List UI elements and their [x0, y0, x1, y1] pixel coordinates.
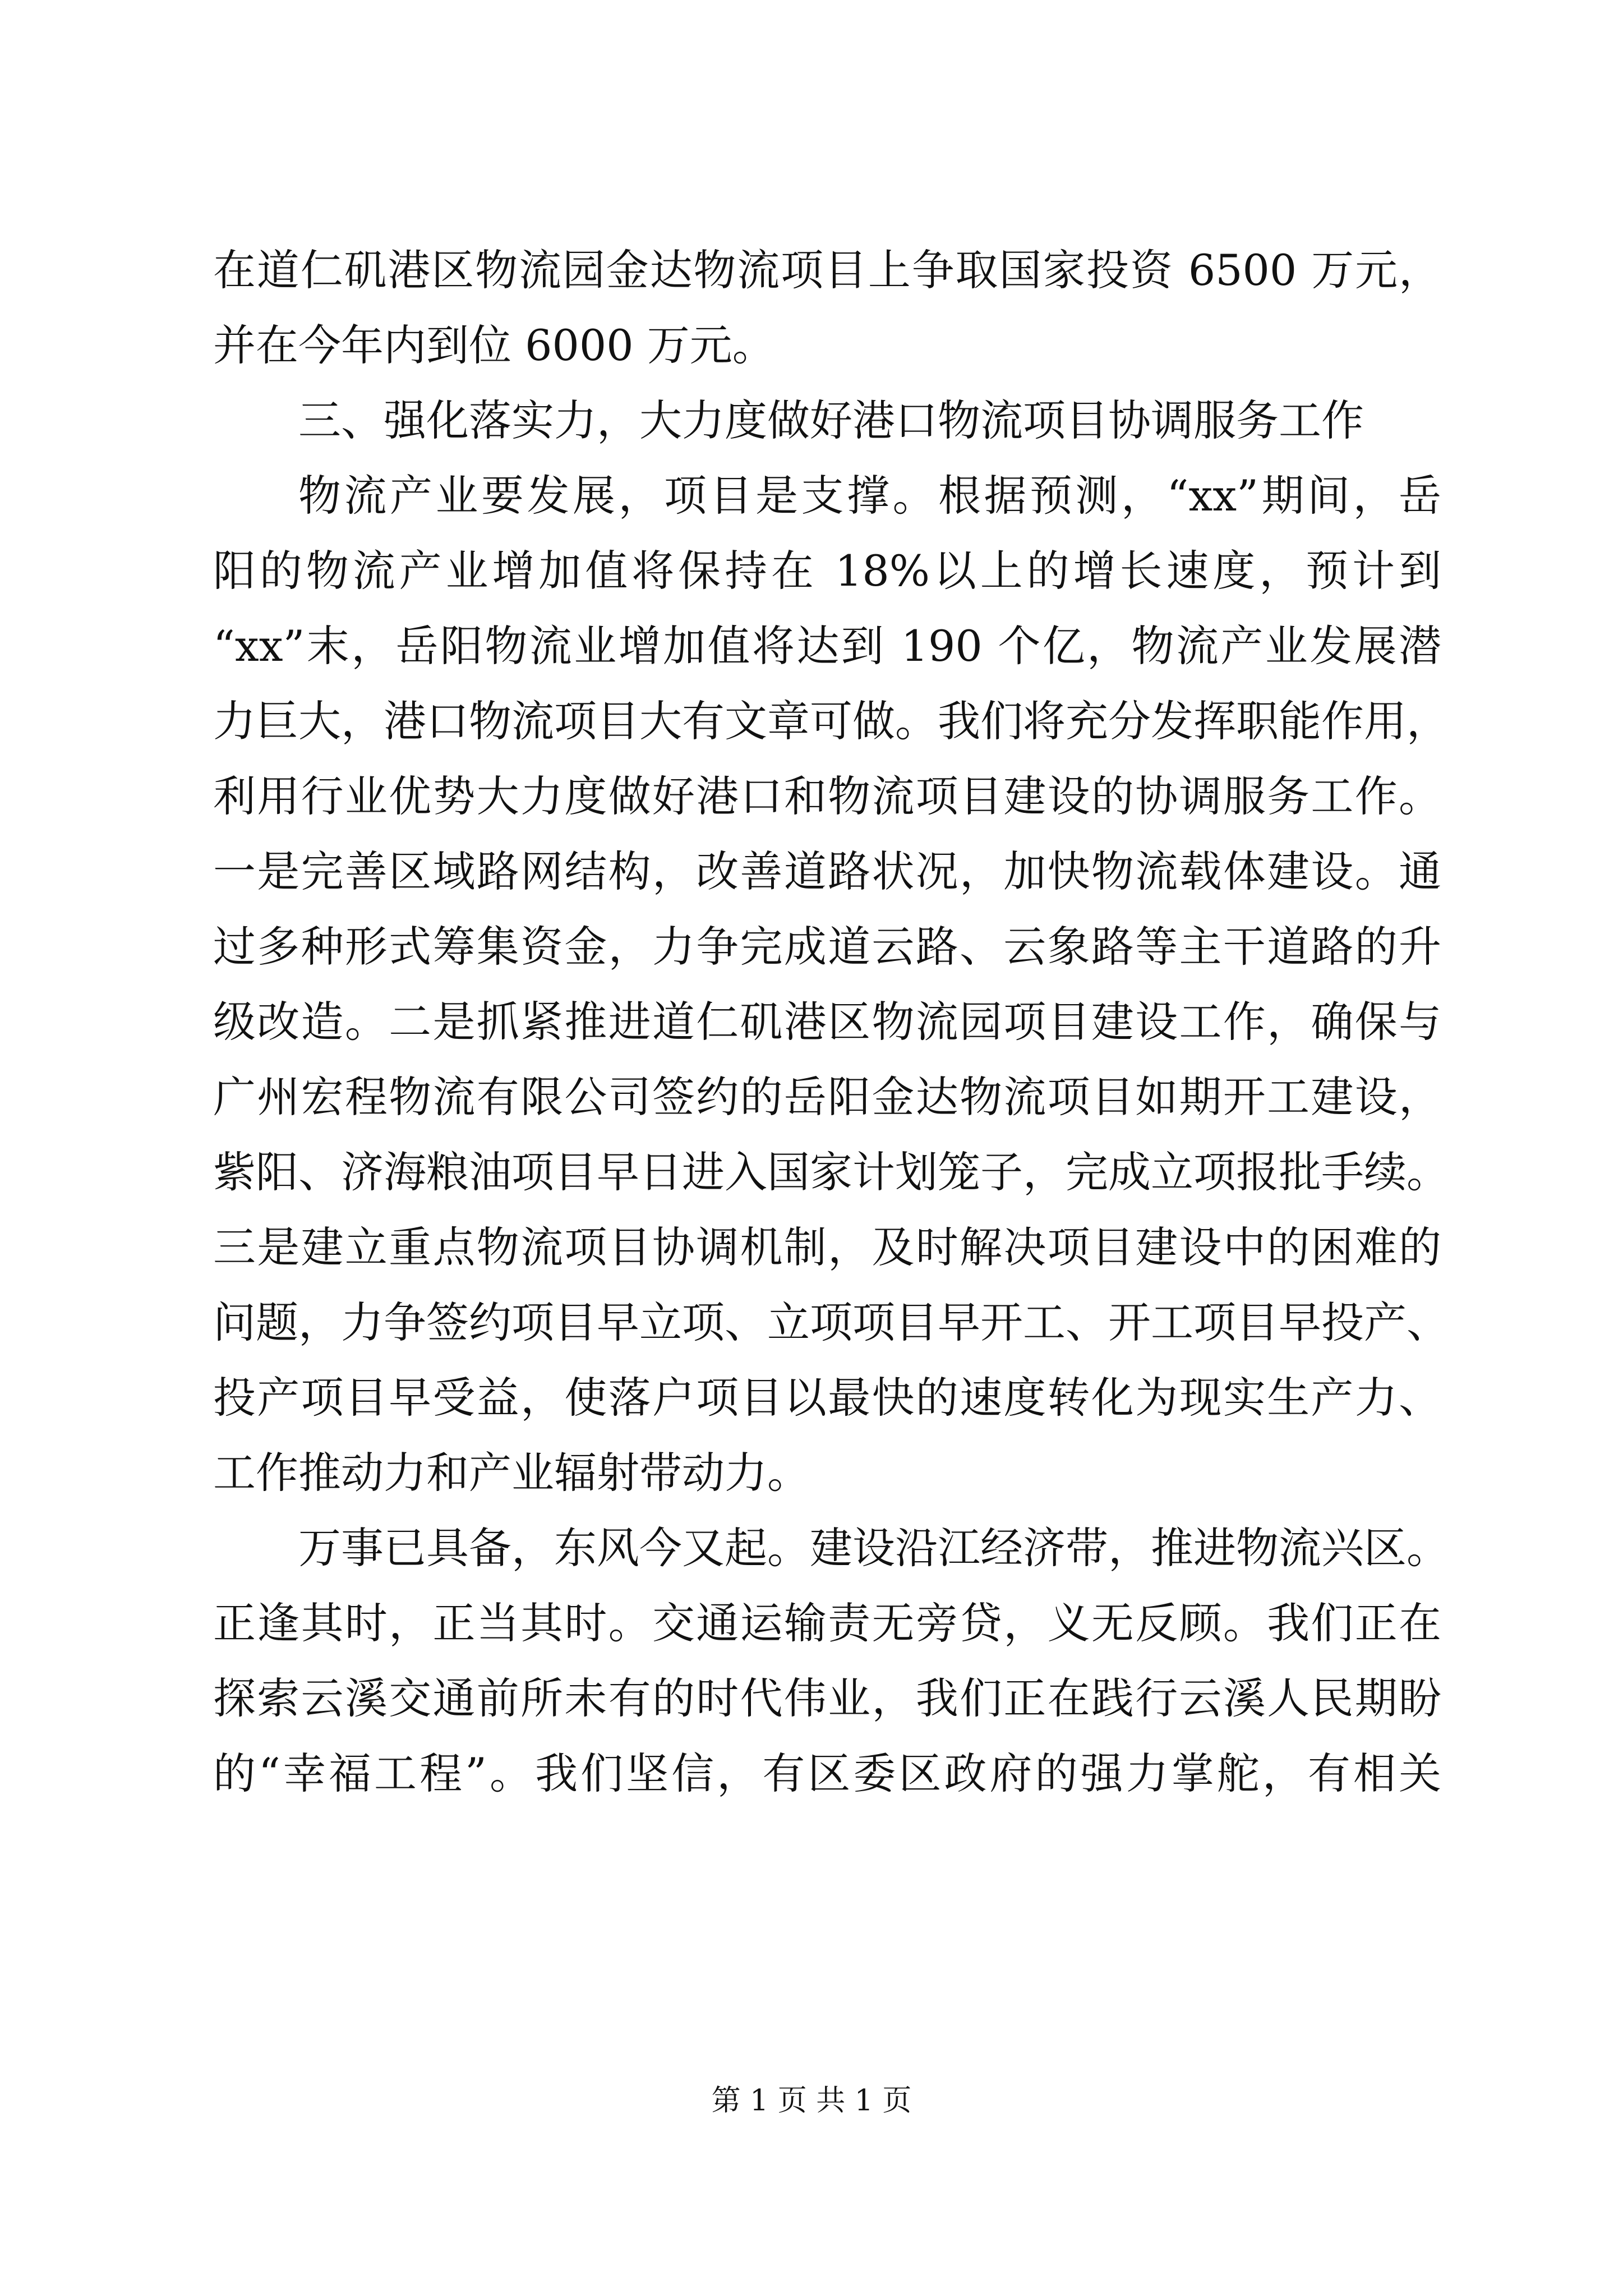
text-line: 过多种形式筹集资金，力争完成道云路、云象路等主干道路的升 [213, 922, 1441, 972]
text-line: 物流产业要发展，项目是支撑。根据预测，“xx”期间，岳 [298, 471, 1441, 521]
text-line: 利用行业优势大力度做好港口和物流项目建设的协调服务工作。 [213, 771, 1441, 821]
page-number: 第 1 页 共 1 页 [711, 2084, 912, 2118]
text-line: “xx”末，岳阳物流业增加值将达到 190 个亿，物流产业发展潜 [213, 621, 1441, 671]
text-line: 并在今年内到位 6000 万元。 [213, 320, 775, 370]
section-heading: 三、强化落实力，大力度做好港口物流项目协调服务工作 [298, 395, 1364, 445]
text-line: 工作推动力和产业辐射带动力。 [213, 1448, 810, 1498]
text-line: 广州宏程物流有限公司签约的岳阳金达物流项目如期开工建设， [213, 1072, 1441, 1122]
text-line: 一是完善区域路网结构，改善道路状况，加快物流载体建设。通 [213, 846, 1441, 896]
text-line: 万事已具备，东风今又起。建设沿江经济带，推进物流兴区。 [298, 1523, 1449, 1573]
text-line: 问题，力争签约项目早立项、立项项目早开工、开工项目早投产、 [213, 1297, 1449, 1347]
text-line: 三是建立重点物流项目协调机制，及时解决项目建设中的困难的 [213, 1222, 1441, 1272]
text-line: 正逢其时，正当其时。交通运输责无旁贷，义无反顾。我们正在 [213, 1598, 1441, 1648]
text-line: 探索云溪交通前所未有的时代伟业，我们正在践行云溪人民期盼 [213, 1673, 1441, 1723]
text-line: 紫阳、济海粮油项目早日进入国家计划笼子，完成立项报批手续。 [213, 1147, 1449, 1197]
text-line: 级改造。二是抓紧推进道仁矶港区物流园项目建设工作，确保与 [213, 997, 1441, 1047]
text-line: 力巨大，港口物流项目大有文章可做。我们将充分发挥职能作用， [213, 696, 1449, 746]
text-line: 投产项目早受益，使落户项目以最快的速度转化为现实生产力、 [213, 1373, 1441, 1423]
text-line: 的“幸福工程”。我们坚信，有区委区政府的强力掌舵，有相关 [213, 1749, 1441, 1798]
text-line: 阳的物流产业增加值将保持在 18%以上的增长速度，预计到 [213, 546, 1441, 596]
document-body [213, 233, 1449, 1811]
page-footer [0, 2081, 1623, 2120]
text-line: 在道仁矶港区物流园金达物流项目上争取国家投资 6500 万元， [213, 245, 1441, 295]
